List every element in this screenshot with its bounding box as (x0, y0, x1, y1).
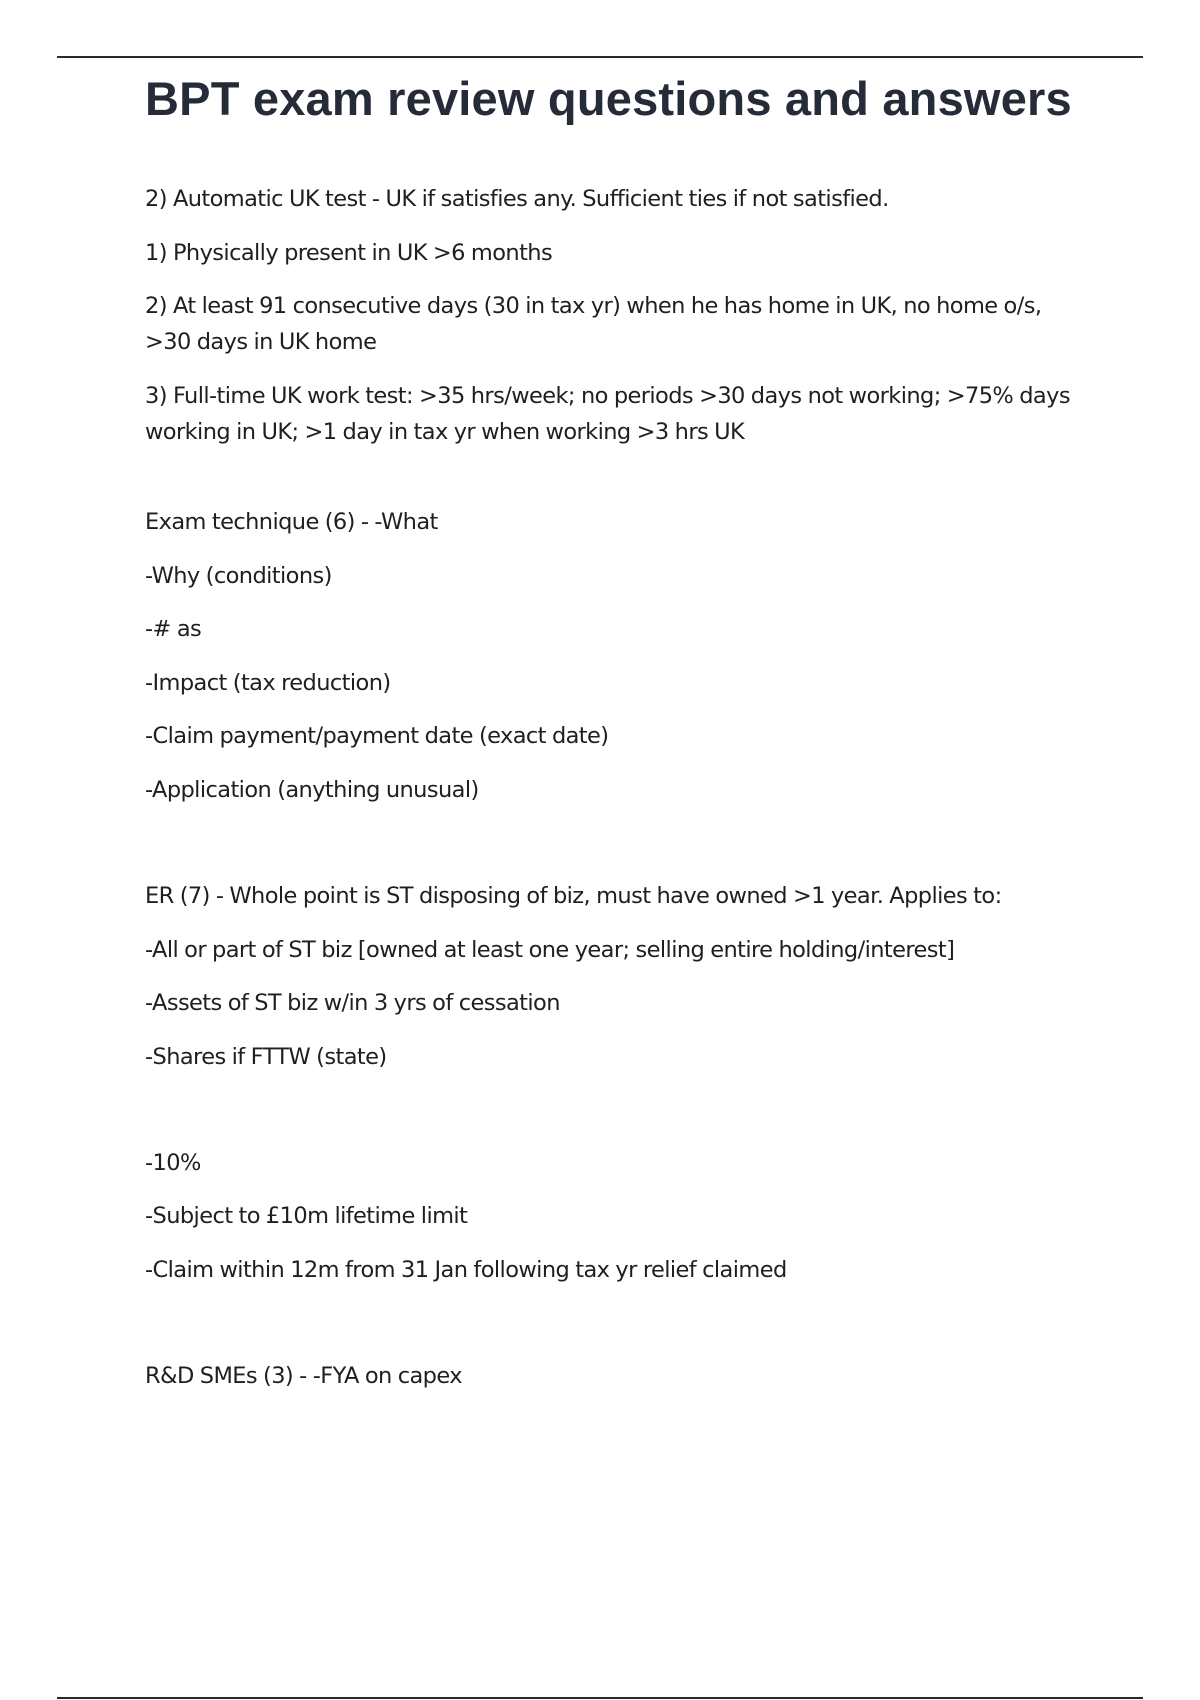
paragraph-rd-smes: R&D SMEs (3) - -FYA on capex (145, 1363, 462, 1389)
top-divider (57, 56, 1143, 58)
paragraph-exam-technique: Exam technique (6) - -What (145, 509, 438, 535)
paragraph-claim-within: -Claim within 12m from 31 Jan following tax yr relief claimed (145, 1257, 787, 1283)
document-body (145, 70, 1085, 1389)
paragraph-application: -Application (anything unusual) (145, 777, 479, 803)
paragraph-full-time-work-test: 3) Full-time UK work test: >35 hrs/week; no periods >30 days not working; >75% days working in UK; >1 day in tax yr when working >3 hrs UK (145, 383, 1070, 445)
paragraph-claim-payment: -Claim payment/payment date (exact date) (145, 723, 609, 749)
paragraph-impact: -Impact (tax reduction) (145, 670, 391, 696)
bottom-divider (57, 1697, 1143, 1699)
paragraph-assets: -Assets of ST biz w/in 3 yrs of cessation (145, 990, 560, 1016)
paragraph-automatic-uk-test: 2) Automatic UK test - UK if satisfies any. Sufficient ties if not satisfied. (145, 186, 889, 212)
paragraph-number-as: -# as (145, 616, 202, 642)
paragraph-consecutive-days: 2) At least 91 consecutive days (30 in tax yr) when he has home in UK, no home o/s, >30 days in UK home (145, 293, 1042, 355)
document-title: BPT exam review questions and answers (145, 72, 1072, 125)
paragraph-er: ER (7) - Whole point is ST disposing of biz, must have owned >1 year. Applies to: (145, 883, 1002, 909)
paragraph-shares: -Shares if FTTW (state) (145, 1044, 387, 1070)
paragraph-physically-present: 1) Physically present in UK >6 months (145, 240, 553, 266)
paragraph-why: -Why (conditions) (145, 563, 332, 589)
paragraph-all-or-part: -All or part of ST biz [owned at least one year; selling entire holding/interest] (145, 937, 955, 963)
paragraph-lifetime-limit: -Subject to £10m lifetime limit (145, 1203, 468, 1229)
paragraph-ten-percent: -10% (145, 1150, 201, 1176)
